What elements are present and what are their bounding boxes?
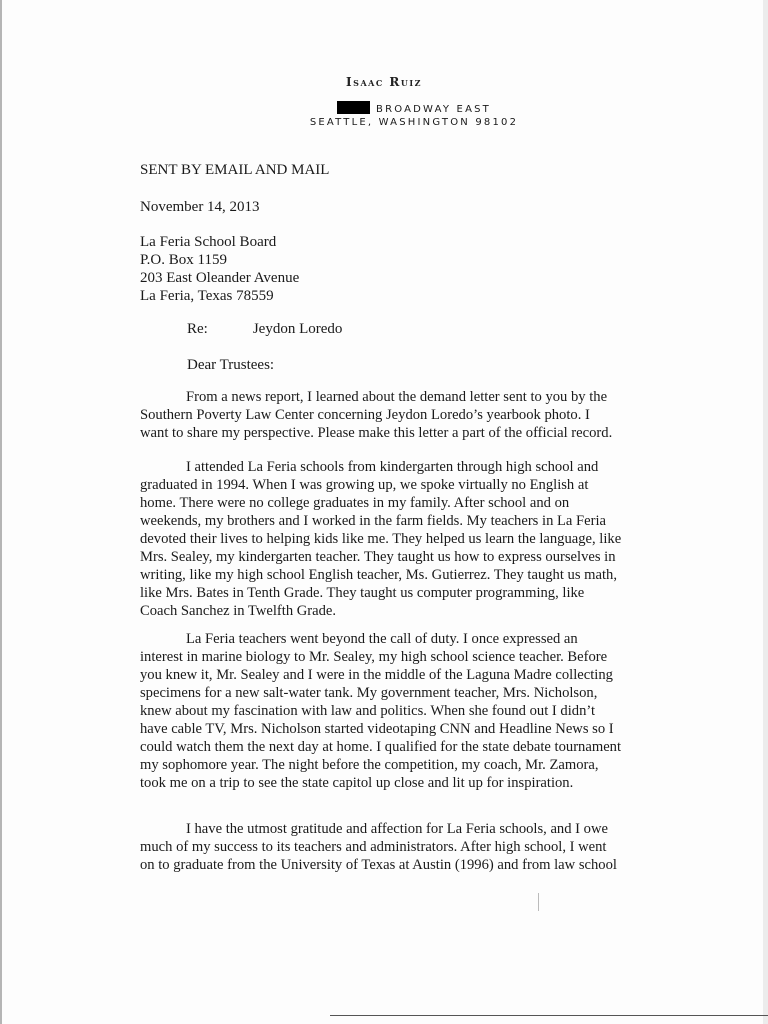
paragraph-line: took me on a trip to see the state capitol up close and lit up for inspiration. [140, 775, 574, 791]
letterhead-street-text: BROADWAY EAST [376, 104, 491, 115]
paragraph-line: much of my success to its teachers and administrators. After high school, I went [140, 839, 607, 855]
letterhead-street [30, 101, 768, 115]
paragraph-line: home. There were no college graduates in my family. After school and on [140, 495, 570, 511]
delivery-method: SENT BY EMAIL AND MAIL [140, 162, 330, 178]
scan-speck [538, 893, 539, 911]
paragraph-line: knew about my fascination with law and politics. When she found out I didn’t [140, 703, 596, 719]
paragraph-line: writing, like my high school English teacher, Ms. Gutierrez. They taught us math, [140, 567, 617, 583]
subject-line [187, 320, 342, 338]
paragraph-line: specimens for a new salt-water tank. My government teacher, Mrs. Nicholson, [140, 685, 598, 701]
paragraph-line: my sophomore year. The night before the competition, my coach, Mr. Zamora, [140, 757, 599, 773]
letterhead-city: SEATTLE, WASHINGTON 98102 [309, 117, 519, 128]
page-left-edge [0, 0, 2, 1024]
paragraph-line: have cable TV, Mrs. Nicholson started videotaping CNN and Headline News so I [140, 721, 614, 737]
body-paragraph-4 [140, 820, 644, 874]
paragraph-line: you knew it, Mr. Sealey and I were in the middle of the Laguna Madre collecting [140, 667, 613, 683]
paragraph-line: From a news report, I learned about the demand letter sent to you by the [186, 389, 608, 405]
recipient-address [140, 233, 299, 305]
letter-date: November 14, 2013 [140, 199, 260, 215]
subject-text: Jeydon Loredo [252, 321, 343, 337]
recipient-line: P.O. Box 1159 [140, 252, 227, 268]
letterhead-name: Isaac Ruiz [346, 75, 422, 89]
paragraph-line: Mrs. Sealey, my kindergarten teacher. They taught us how to express ourselves in [140, 549, 616, 565]
page-right-edge [763, 0, 768, 1024]
body-paragraph-3 [140, 630, 644, 792]
recipient-line: La Feria, Texas 78559 [140, 288, 274, 304]
body-paragraph-1 [140, 388, 644, 442]
paragraph-line: want to share my perspective. Please make this letter a part of the official record. [140, 425, 613, 441]
recipient-line: 203 East Oleander Avenue [140, 270, 300, 286]
redaction-block [337, 101, 370, 114]
body-paragraph-2 [140, 458, 644, 620]
letterhead [0, 75, 768, 128]
subject-label: Re: [187, 321, 208, 337]
paragraph-line: devoted their lives to helping kids like me. They helped us learn the language, like [140, 531, 622, 547]
paragraph-line: I attended La Feria schools from kindergarten through high school and [186, 459, 599, 475]
paragraph-line: like Mrs. Bates in Tenth Grade. They taught us computer programming, like [140, 585, 585, 601]
recipient-line: La Feria School Board [140, 234, 277, 250]
paragraph-line: weekends, my brothers and I worked in the farm fields. My teachers in La Feria [140, 513, 607, 529]
paragraph-line: graduated in 1994. When I was growing up, we spoke virtually no English at [140, 477, 589, 493]
paragraph-line: on to graduate from the University of Texas at Austin (1996) and from law school [140, 857, 617, 873]
paragraph-line: Southern Poverty Law Center concerning Jeydon Loredo’s yearbook photo. I [140, 407, 590, 423]
salutation: Dear Trustees: [187, 357, 275, 373]
paragraph-line: could watch them the next day at home. I qualified for the state debate tournament [140, 739, 622, 755]
paragraph-line: La Feria teachers went beyond the call of duty. I once expressed an [186, 631, 578, 647]
paragraph-line: I have the utmost gratitude and affection for La Feria schools, and I owe [186, 821, 609, 837]
paragraph-line: interest in marine biology to Mr. Sealey, my high school science teacher. Before [140, 649, 608, 665]
paragraph-line: Coach Sanchez in Twelfth Grade. [140, 603, 337, 619]
scan-bottom-line [330, 1015, 768, 1016]
